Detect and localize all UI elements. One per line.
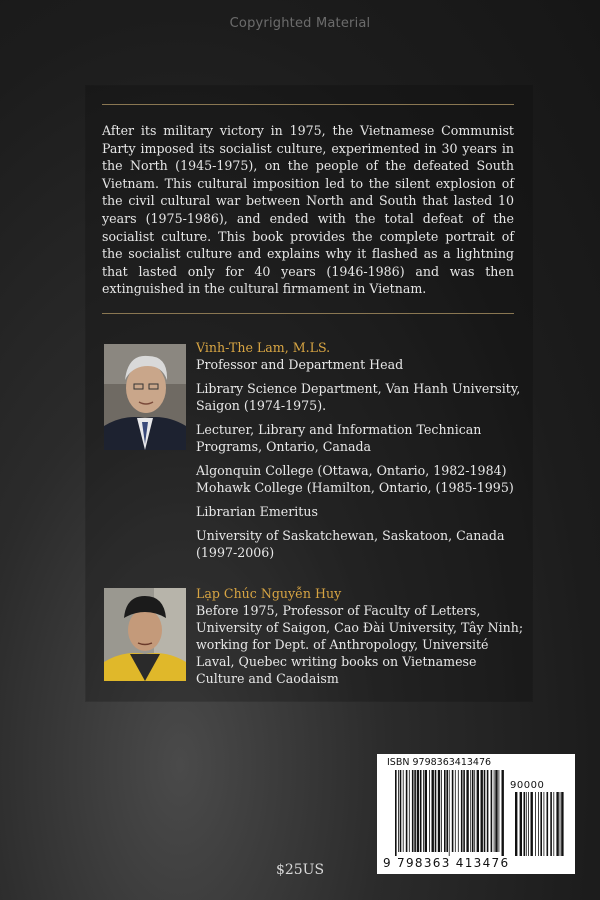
barcode-bar [524, 792, 526, 856]
barcode-bar [409, 770, 410, 852]
isbn-label: ISBN 9798363413476 [387, 757, 492, 768]
barcode-bar [526, 792, 527, 856]
barcode-bar [515, 792, 517, 856]
barcode-bar [499, 770, 500, 852]
barcode-bar [395, 770, 397, 856]
barcode-bar [406, 770, 408, 852]
isbn-barcode [377, 754, 575, 874]
author2-bio [196, 585, 526, 687]
barcode-bar [491, 770, 493, 852]
top-divider [102, 104, 514, 105]
barcode-bar [403, 770, 404, 852]
author1-photo [104, 344, 186, 450]
barcode-bar [455, 770, 456, 852]
barcode-bar [414, 770, 416, 852]
author1-line: Algonquin College (Ottawa, Ontario, 1982-1984) [196, 463, 507, 478]
barcode-bar [423, 770, 424, 852]
barcode-bar [449, 770, 450, 856]
barcode-bar [429, 770, 430, 852]
barcode-bar [495, 770, 497, 852]
author1-line: Lecturer, Library and Information Technican Programs, Ontario, Canada [196, 422, 482, 454]
barcode-bar [550, 792, 552, 856]
barcode-bar [432, 770, 434, 852]
barcode-bar [535, 792, 536, 856]
barcode-bar [474, 770, 475, 852]
barcode-bar [544, 792, 545, 856]
barcode-bar [400, 770, 402, 852]
barcode-bar [420, 770, 422, 852]
barcode-bar [556, 792, 558, 856]
barcode-bar [466, 770, 468, 852]
author1-line: Librarian Emeritus [196, 504, 318, 519]
barcode-bar [484, 770, 486, 852]
author1-line: University of Saskatchewan, Saskatoon, Canada (1997-2006) [196, 528, 505, 560]
barcode-bar [538, 792, 539, 856]
barcode-bar [560, 792, 561, 856]
copyright-watermark: Copyrighted Material [229, 16, 371, 31]
barcode-bar [446, 770, 448, 852]
barcode-bar [461, 770, 463, 852]
book-description: After its military victory in 1975, the Vietnamese Communist Party imposed its socialist culture, experimented in 30 years in the North (1945-1975), on the people of the defeated South Vietnam. This cultural imposition led to the silent explosion of the civil cultural war between North and South that lasted 10 years (1975-1986), and ended with the total defeat of the socialist culture. This book provides the complete portrait of the socialist culture and explains why it flashed as a lightning that lasted only for 40 years (1946-1986) and was then extinguished in the cultural firmament in Vietnam. [102, 123, 514, 297]
price: $25US [275, 862, 325, 878]
barcode-bar [531, 792, 533, 856]
author1-name: Vinh-The Lam, M.LS. [196, 340, 331, 355]
barcode-bar [472, 770, 474, 852]
barcode-bar [561, 792, 563, 856]
barcode-bar [444, 770, 446, 852]
barcode-bar [502, 770, 504, 856]
barcode-bar [494, 770, 495, 852]
barcode-bar [398, 770, 399, 852]
barcode-bar [441, 770, 442, 852]
barcode-bar [477, 770, 479, 852]
barcode-bar [435, 770, 437, 852]
barcode-bar [452, 770, 454, 852]
author2-name: Lạp Chúc Nguyễn Huy [196, 586, 342, 601]
barcode-bar [487, 770, 489, 852]
barcode-bar [528, 792, 529, 856]
barcode-bar [553, 792, 554, 856]
barcode-bar [412, 770, 414, 852]
author1-line: Professor and Department Head [196, 357, 404, 372]
author1-line: Mohawk College (Hamilton, Ontario, (1985-1995) [196, 480, 514, 495]
author2-photo [104, 588, 186, 681]
barcode-bar [438, 770, 440, 852]
author1-line: Library Science Department, Van Hanh University, Saigon (1974-1975). [196, 381, 521, 413]
barcode-bar [458, 770, 459, 852]
barcode-bar [463, 770, 465, 852]
isbn-number: 9 798363 413476 [383, 856, 510, 870]
addon-code: 90000 [510, 780, 545, 791]
author1-bio [196, 339, 526, 561]
barcode-bar [470, 770, 471, 852]
author2-bio-text: Before 1975, Professor of Faculty of Letters, University of Saigon, Cao Đài University, Tây Ninh; working for Dept. of Anthropology, Université Laval, Quebec writing books on Vietnamese Culture and Caodaism [196, 603, 524, 686]
barcode-bar [417, 770, 419, 852]
barcode-bar [540, 792, 542, 856]
barcode-bar [481, 770, 483, 852]
barcode-bar [425, 770, 427, 852]
barcode-bar [547, 792, 549, 856]
barcode-bar [520, 792, 522, 856]
middle-divider [102, 313, 514, 314]
